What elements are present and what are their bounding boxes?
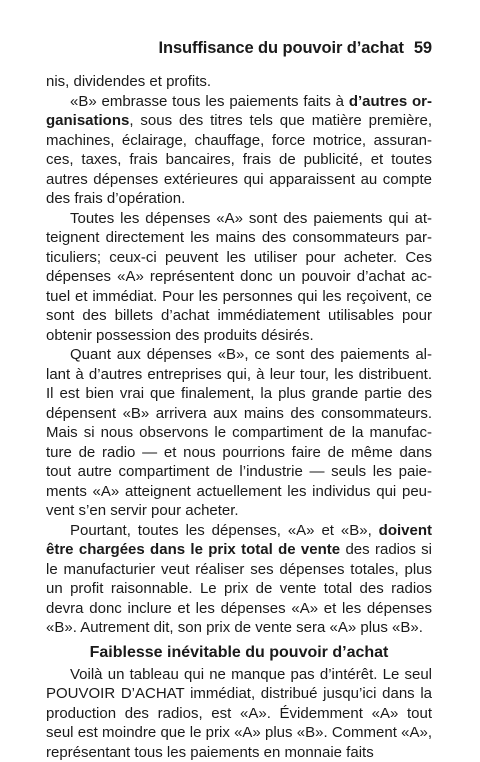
section-body-text (46, 665, 432, 762)
text-run: , sous des titres tels que matière première, machines, éclairage, chauffage, force motrice, assurances, taxes, frais bancaires, frais de publicité, et toutes autres dépenses extérieures qui apparaissent au compte des frais d’opération. (46, 112, 432, 207)
text-run: Voilà un tableau qui ne manque pas d’intérêt. Le seul POUVOIR D’ACHAT immédiat, distribué jusqu’ici dans la production des radios, est «A». Évidemment «A» tout seul est moindre que le prix «A» plus «B». Comment «A», représentant tous les paiements en monnaie faits (46, 666, 432, 761)
bold-text-run: d’autres organisations (46, 93, 432, 130)
text-run: Toutes les dépenses «A» sont des paiements qui atteignent directement les mains des consommateurs particuliers; ceux-ci peuvent les utiliser pour acheter. Ces dépenses «A» représentent donc un pouvoir d’achat actuel et immédiat. Pour les personnes qui les reçoivent, ce sont des billets d’achat immédiatement utilisables pour obtenir possession des produits désirés. (46, 210, 432, 344)
book-page (46, 38, 432, 762)
text-run: Quant aux dépenses «B», ce sont des paiements allant à d’autres entreprises qui, à leur tour, les distribuent. Il est bien vrai que finalement, la plus grande partie des dépensent «B» arrivera aux mains des consommateurs. Mais si nous observons le compartiment de la manufacture de radio — et nous pourrions faire de même dans tout autre compartiment de l’industrie — seuls les paiements «A» atteignent actuellement les individus qui peuvent s’en servir pour acheter. (46, 346, 432, 519)
running-title: Insuffisance du pouvoir d’achat (158, 38, 403, 58)
paragraph (46, 209, 432, 346)
text-run: Pourtant, toutes les dépenses, «A» et «B», (70, 522, 379, 539)
paragraph (46, 345, 432, 521)
page-number: 59 (414, 38, 432, 58)
text-run: «B» embrasse tous les paiements faits à (70, 93, 349, 110)
section-title: Faiblesse inévitable du pouvoir d’achat (46, 642, 432, 663)
paragraph (46, 72, 432, 92)
bold-text-run: doivent être chargées dans le prix total de vente (46, 522, 432, 559)
running-header (46, 38, 432, 58)
text-run: nis, dividendes et profits. (46, 73, 211, 90)
text-run: des radios si le manufacturier veut réaliser ses dépenses totales, plus un profit raisonnable. Le prix de vente total des radios devra donc inclure et les dépenses «A» et les dépenses «B». Autrement dit, son prix de vente sera «A» plus «B». (46, 541, 432, 636)
paragraph (46, 92, 432, 209)
body-text (46, 72, 432, 638)
paragraph (46, 665, 432, 762)
paragraph (46, 521, 432, 638)
